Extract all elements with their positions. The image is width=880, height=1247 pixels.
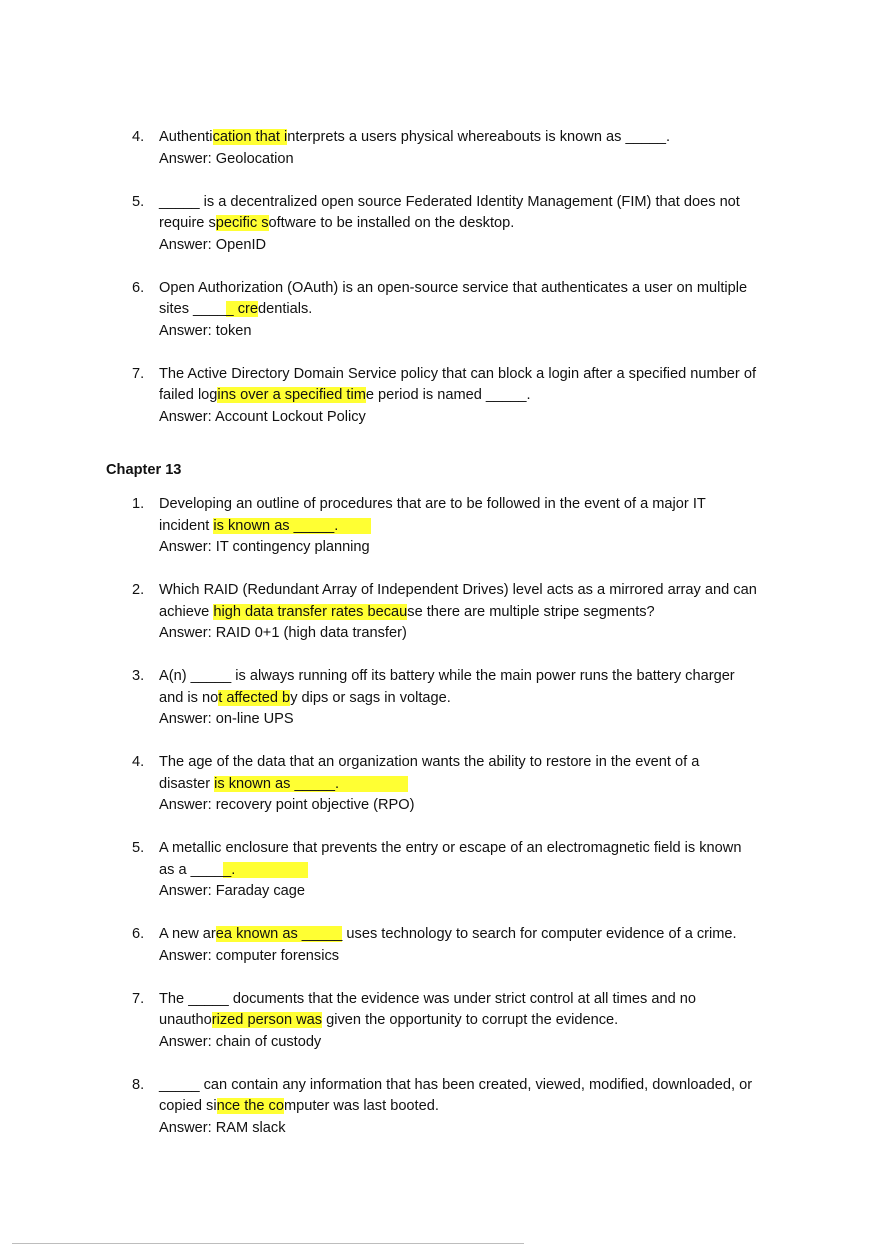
question-line	[159, 364, 784, 386]
answer-line: Answer: chain of custody	[159, 1033, 322, 1050]
question-list-chapter-13	[0, 494, 880, 1161]
question-line	[159, 213, 784, 235]
question-line	[159, 989, 784, 1011]
question-item	[132, 278, 784, 343]
question-item	[132, 580, 784, 645]
question-text: dentials.	[257, 301, 313, 317]
highlighted-text: t affected b	[218, 689, 291, 706]
question-text: _____ is a decentralized open source Federated Identity Management (FIM) that does not	[159, 193, 740, 210]
question-line	[159, 1096, 784, 1118]
question-number: 6.	[132, 279, 145, 296]
question-line	[159, 774, 784, 796]
question-text: Authenti	[159, 129, 213, 145]
question-line	[159, 688, 784, 710]
question-line	[159, 580, 784, 602]
question-line	[159, 860, 784, 882]
question-text: sites ____	[159, 301, 226, 317]
question-line	[159, 752, 784, 774]
answer-line: Answer: IT contingency planning	[159, 539, 370, 555]
question-item	[132, 494, 784, 559]
highlighted-text: ins over a specified tim	[217, 387, 366, 403]
highlighted-text: _.	[223, 861, 309, 878]
question-text: se there are multiple stripe segments?	[407, 603, 655, 620]
question-text: A new ar	[159, 926, 216, 942]
highlighted-text: rized person was	[211, 1012, 323, 1028]
question-text: and is no	[159, 689, 219, 706]
question-number: 2.	[132, 582, 145, 598]
question-text: A metallic enclosure that prevents the entry or escape of an electromagnetic field is known	[159, 840, 742, 856]
question-text: incident	[159, 517, 214, 534]
question-item	[132, 666, 784, 731]
question-text: nterprets a users physical whereabouts is known as _____.	[287, 129, 671, 145]
question-text: failed log	[159, 387, 218, 403]
answer-line: Answer: on-line UPS	[159, 711, 294, 727]
question-number: 7.	[132, 365, 145, 382]
question-text: as a ____	[159, 861, 224, 878]
answer-line: Answer: RAM slack	[159, 1119, 286, 1136]
question-item	[132, 838, 784, 903]
highlighted-text: nce the co	[216, 1098, 284, 1114]
question-line	[159, 192, 784, 214]
question-text: disaster	[159, 775, 215, 792]
question-text: copied si	[159, 1098, 217, 1114]
highlighted-text: cation that i	[212, 129, 288, 145]
question-line	[159, 838, 784, 860]
chapter-heading: Chapter 13	[106, 462, 182, 478]
question-text: unautho	[159, 1012, 212, 1028]
question-item	[132, 924, 784, 967]
question-text: Open Authorization (OAuth) is an open-source service that authenticates a user on multiple	[159, 279, 748, 296]
question-number: 8.	[132, 1076, 145, 1093]
question-line	[159, 666, 784, 688]
question-item	[132, 364, 784, 429]
question-text: A(n) _____ is always running off its battery while the main power runs the battery charger	[159, 668, 735, 684]
answer-line: Answer: Geolocation	[159, 150, 294, 167]
highlighted-text: ea known as _____	[215, 926, 343, 942]
highlighted-text: is known as _____.	[213, 517, 371, 534]
question-text: _____ can contain any information that has been created, viewed, modified, downloaded, or	[159, 1076, 753, 1093]
question-text: y dips or sags in voltage.	[290, 689, 451, 706]
question-text: achieve	[159, 603, 214, 620]
question-item	[132, 1075, 784, 1140]
question-number: 5.	[132, 193, 145, 210]
answer-line: Answer: Account Lockout Policy	[159, 408, 366, 425]
question-text: uses technology to search for computer evidence of a crime.	[342, 926, 737, 942]
footer-divider	[12, 1243, 524, 1244]
question-number: 4.	[132, 129, 145, 145]
question-number: 3.	[132, 668, 145, 684]
question-text: mputer was last booted.	[283, 1098, 439, 1114]
question-text: e period is named _____.	[365, 387, 531, 403]
answer-line: Answer: computer forensics	[159, 947, 340, 964]
question-line	[159, 385, 784, 407]
question-line	[159, 494, 784, 516]
question-text: Which RAID (Redundant Array of Independent Drives) level acts as a mirrored array and can	[159, 582, 757, 598]
question-item	[132, 752, 784, 817]
question-list-previous-chapter	[0, 127, 880, 450]
question-line	[159, 516, 784, 538]
question-text: oftware to be installed on the desktop.	[268, 215, 515, 231]
question-line	[159, 924, 784, 946]
question-number: 7.	[132, 990, 145, 1007]
answer-line: Answer: Faraday cage	[159, 883, 306, 899]
answer-line: Answer: token	[159, 322, 252, 339]
answer-line: Answer: OpenID	[159, 236, 267, 253]
question-line	[159, 127, 784, 149]
question-text: given the opportunity to corrupt the evidence.	[322, 1012, 619, 1028]
question-line	[159, 278, 784, 300]
answer-line: Answer: RAID 0+1 (high data transfer)	[159, 625, 407, 641]
question-text: Developing an outline of procedures that are to be followed in the event of a major IT	[159, 496, 706, 512]
question-text: The _____ documents that the evidence was under strict control at all times and no	[159, 990, 697, 1007]
question-number: 6.	[132, 926, 145, 942]
question-line	[159, 602, 784, 624]
highlighted-text: pecific s	[215, 215, 269, 231]
question-item	[132, 127, 784, 170]
question-line	[159, 299, 784, 321]
highlighted-text: is known as _____.	[214, 775, 409, 792]
question-item	[132, 989, 784, 1054]
question-line	[159, 1010, 784, 1032]
question-text: The Active Directory Domain Service policy that can block a login after a specified number of	[159, 365, 757, 382]
highlighted-text: high data transfer rates becau	[213, 603, 408, 620]
question-text: The age of the data that an organization wants the ability to restore in the event of a	[159, 754, 700, 770]
question-number: 1.	[132, 496, 145, 512]
question-number: 4.	[132, 754, 145, 770]
question-line	[159, 1075, 784, 1097]
question-text: require s	[159, 215, 216, 231]
question-number: 5.	[132, 840, 145, 856]
answer-line: Answer: recovery point objective (RPO)	[159, 797, 415, 813]
question-item	[132, 192, 784, 257]
highlighted-text: _ cre	[225, 301, 258, 317]
